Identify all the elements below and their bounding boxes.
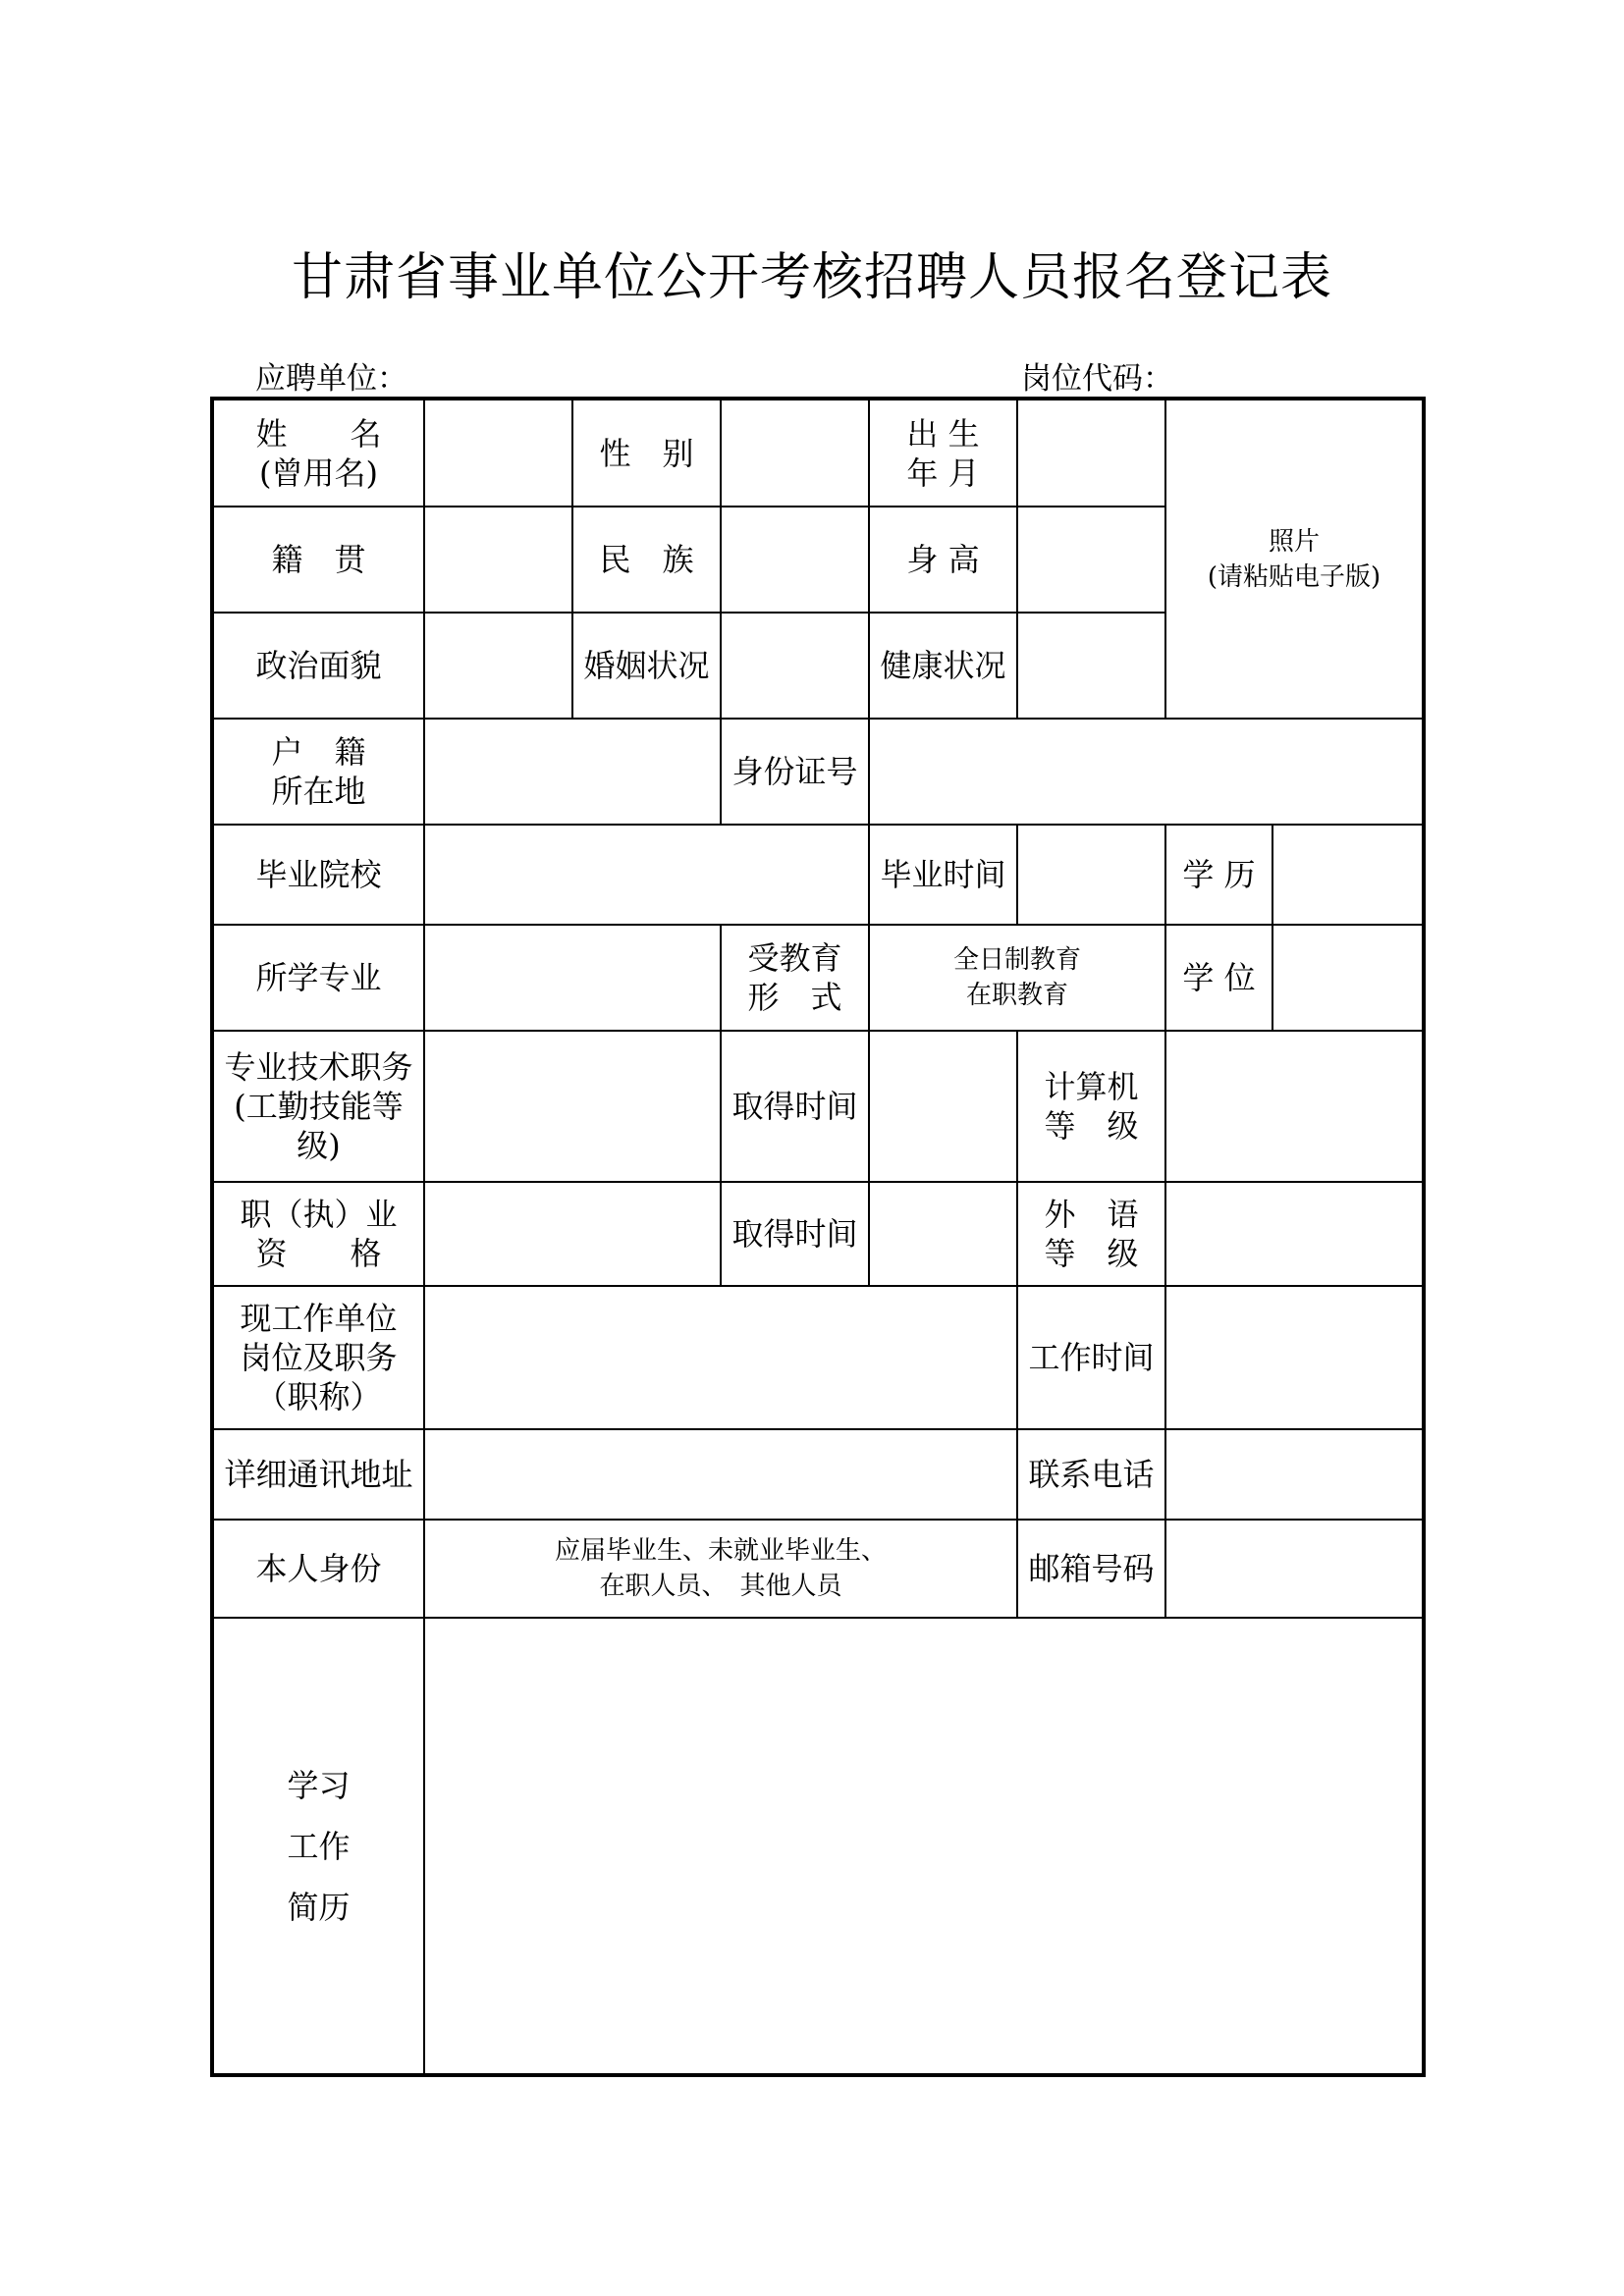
health-input[interactable]: [1017, 613, 1165, 719]
tech-title-label-cell: [212, 1031, 424, 1182]
edu-form-label-cell: [721, 925, 869, 1031]
obtain-time-input-1[interactable]: [869, 1031, 1017, 1182]
edu-form-fulltime-option[interactable]: 全日制教育: [952, 945, 1081, 975]
height-label: 身 高: [869, 507, 1017, 613]
height-input[interactable]: [1017, 507, 1165, 613]
tech-title-label-line1: 专业技术职务: [224, 1048, 413, 1086]
former-name-label: (曾用名): [259, 454, 378, 492]
major-label: 所学专业: [212, 925, 424, 1031]
applying-unit-label: 应聘单位：: [255, 361, 407, 397]
computer-level-input[interactable]: [1165, 1031, 1424, 1182]
registration-table: [210, 397, 1426, 2077]
resume-label-work: 工作: [287, 1827, 351, 1865]
obtain-time-input-2[interactable]: [869, 1182, 1017, 1286]
grad-time-input[interactable]: [1017, 825, 1165, 925]
native-place-label: 籍 贯: [212, 507, 424, 613]
id-number-label: 身份证号: [721, 719, 869, 825]
current-job-label-line1: 现工作单位: [240, 1300, 398, 1337]
name-input[interactable]: [424, 399, 572, 507]
tech-title-input[interactable]: [424, 1031, 721, 1182]
ethnicity-input[interactable]: [721, 507, 869, 613]
address-input[interactable]: [424, 1429, 1017, 1520]
name-label-cell: [212, 399, 424, 507]
resume-input[interactable]: [424, 1618, 1424, 2075]
row-address: [212, 1429, 1424, 1520]
political-input[interactable]: [424, 613, 572, 719]
photo-hint: (请粘贴电子版): [1207, 561, 1381, 592]
computer-level-label-line1: 计算机: [1044, 1068, 1139, 1105]
row-qualification: [212, 1182, 1424, 1286]
resume-label-study: 学习: [287, 1766, 351, 1804]
resume-label-cell: [212, 1618, 424, 2075]
major-input[interactable]: [424, 925, 721, 1031]
edu-form-inservice-option[interactable]: 在职教育: [965, 981, 1068, 1010]
obtain-time-label-1: 取得时间: [721, 1031, 869, 1182]
qualification-input[interactable]: [424, 1182, 721, 1286]
gender-label: 性 别: [572, 399, 721, 507]
qualification-label-cell: [212, 1182, 424, 1286]
political-label: 政治面貌: [212, 613, 424, 719]
native-place-input[interactable]: [424, 507, 572, 613]
language-level-label-line1: 外 语: [1044, 1196, 1139, 1233]
school-label: 毕业院校: [212, 825, 424, 925]
computer-level-label-cell: [1017, 1031, 1165, 1182]
row-current-job: [212, 1286, 1424, 1429]
form-title: 甘肃省事业单位公开考核招聘人员报名登记表: [291, 248, 1332, 307]
birth-label-line1: 出 生: [906, 414, 980, 453]
phone-label: 联系电话: [1017, 1429, 1165, 1520]
photo-box[interactable]: [1165, 399, 1424, 719]
language-level-input[interactable]: [1165, 1182, 1424, 1286]
row-resume: [212, 1618, 1424, 2075]
edu-form-label-line1: 受教育: [747, 939, 842, 977]
marital-input[interactable]: [721, 613, 869, 719]
language-level-label-cell: [1017, 1182, 1165, 1286]
post-code-label: 岗位代码：: [1021, 361, 1173, 397]
health-label: 健康状况: [869, 613, 1017, 719]
current-job-input[interactable]: [424, 1286, 1017, 1429]
id-number-input[interactable]: [869, 719, 1424, 825]
birth-label-line2: 年 月: [906, 454, 980, 492]
qualification-label-line1: 职（执）业: [240, 1196, 398, 1233]
edu-form-options[interactable]: [869, 925, 1165, 1031]
row-major: [212, 925, 1424, 1031]
grad-time-label: 毕业时间: [869, 825, 1017, 925]
name-label: 姓 名: [255, 414, 382, 453]
tech-title-label-line3: 级): [297, 1127, 341, 1164]
work-time-input[interactable]: [1165, 1286, 1424, 1429]
education-input[interactable]: [1272, 825, 1424, 925]
birth-label-cell: [869, 399, 1017, 507]
ethnicity-label: 民 族: [572, 507, 721, 613]
resume-label-history: 简历: [287, 1888, 351, 1926]
marital-label: 婚姻状况: [572, 613, 721, 719]
language-level-label-line2: 等 级: [1044, 1235, 1139, 1272]
hukou-label-line2: 所在地: [271, 773, 366, 810]
tech-title-label-line2: (工勤技能等: [234, 1088, 404, 1125]
email-label: 邮箱号码: [1017, 1520, 1165, 1618]
obtain-time-label-2: 取得时间: [721, 1182, 869, 1286]
address-label: 详细通讯地址: [212, 1429, 424, 1520]
identity-options[interactable]: [424, 1520, 1017, 1618]
degree-label: 学 位: [1165, 925, 1272, 1031]
hukou-input[interactable]: [424, 719, 721, 825]
row-school: [212, 825, 1424, 925]
identity-label: 本人身份: [212, 1520, 424, 1618]
education-label: 学 历: [1165, 825, 1272, 925]
row-identity: [212, 1520, 1424, 1618]
hukou-label-line1: 户 籍: [271, 733, 366, 771]
post-code-field: [1021, 353, 1370, 398]
degree-input[interactable]: [1272, 925, 1424, 1031]
photo-label: 照片: [1269, 526, 1321, 557]
hukou-label-cell: [212, 719, 424, 825]
identity-option-line2[interactable]: 在职人员、 其他人员: [599, 1572, 842, 1601]
row-tech-title: [212, 1031, 1424, 1182]
computer-level-label-line2: 等 级: [1044, 1107, 1139, 1145]
current-job-label-cell: [212, 1286, 424, 1429]
qualification-label-line2: 资 格: [255, 1235, 382, 1272]
birth-input[interactable]: [1017, 399, 1165, 507]
school-input[interactable]: [424, 825, 869, 925]
identity-option-line1[interactable]: 应届毕业生、未就业毕业生、: [554, 1536, 887, 1566]
current-job-label-line3: （职称）: [255, 1378, 382, 1415]
email-input[interactable]: [1165, 1520, 1424, 1618]
work-time-label: 工作时间: [1017, 1286, 1165, 1429]
edu-form-label-line2: 形 式: [747, 979, 842, 1016]
row-name: [212, 399, 1424, 507]
current-job-label-line2: 岗位及职务: [240, 1339, 398, 1376]
row-hukou: [212, 719, 1424, 825]
applying-unit-field: [255, 353, 604, 398]
gender-input[interactable]: [721, 399, 869, 507]
phone-input[interactable]: [1165, 1429, 1424, 1520]
